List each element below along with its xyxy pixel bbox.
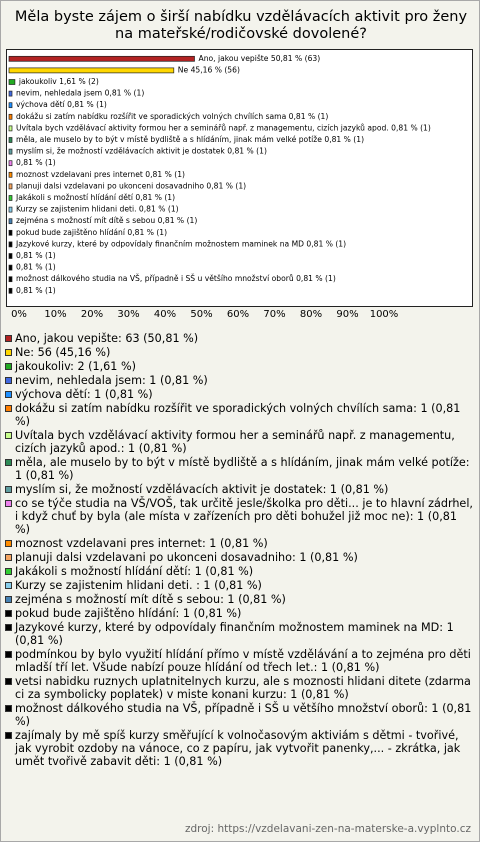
legend-item xyxy=(5,607,475,620)
legend-item xyxy=(5,729,475,768)
legend-item xyxy=(5,483,475,496)
legend-label: Jakákoli s možností hlídání dětí: 1 (0,81 %) xyxy=(15,565,254,578)
legend-label: jakoukoliv: 2 (1,61 %) xyxy=(15,360,136,373)
legend-swatch xyxy=(5,363,12,370)
bar-8 xyxy=(9,149,12,154)
legend-item xyxy=(5,702,475,728)
bar-label-7: měla, ale muselo by to být v místě bydliště a s hlídáním, jinak mám velké potíže 0,81 % (1) xyxy=(16,135,365,144)
bar-label-15: pokud bude zajištěno hlídání 0,81 % (1) xyxy=(16,227,168,237)
bar-label-19: možnost dálkového studia na VŠ, případně i SŠ u většího množství oborů 0,81 % (1) xyxy=(16,274,336,284)
legend-item xyxy=(5,360,475,373)
legend-swatch xyxy=(5,678,12,685)
legend-swatch xyxy=(5,651,12,658)
x-tick-label: 20% xyxy=(80,309,104,320)
legend-item xyxy=(5,388,475,401)
bar-label-9: 0,81 % (1) xyxy=(16,158,56,168)
bar-label-13: Kurzy se zajistenim hlidani deti. 0,81 % (1) xyxy=(16,204,179,214)
legend-item xyxy=(5,456,475,482)
legend-label: Kurzy se zajistenim hlidani deti. : 1 (0,81 %) xyxy=(15,579,262,592)
bar-7 xyxy=(9,138,12,143)
bar-3 xyxy=(9,91,12,96)
legend-item xyxy=(5,374,475,387)
bar-label-6: Uvítala bych vzdělávací aktivity formou her a seminářů např. z managementu, cizích jazyků apod. 0,81 % (1) xyxy=(16,123,431,133)
bar-19 xyxy=(9,277,12,282)
x-tick-label: 60% xyxy=(226,309,250,320)
legend-item xyxy=(5,429,475,455)
bar-5 xyxy=(9,114,12,119)
bar-16 xyxy=(9,242,12,247)
legend-label: dokážu si zatím nabídku rozšířit ve sporadických volných chvílích sama: 1 (0,81 %) xyxy=(15,402,461,428)
legend-item xyxy=(5,675,475,701)
bar-11 xyxy=(9,184,12,189)
legend-label: zajímaly by mě spíš kurzy směřující k volnočasovým aktiviám s dětmi - tvořivé, jak vyrobit ozdoby na vánoce, co z papíru, jak vytvořit panenky,... - zkrátka, jak umět tvořivě zabavit děti: 1 (0,81 %) xyxy=(15,729,461,768)
chart-title: Měla byste zájem o širší nabídku vzdělávacích aktivit pro ženy na mateřské/rodičovské dovolené? xyxy=(14,9,468,42)
legend-label: Uvítala bych vzdělávací aktivity formou her a seminářů např. z managementu, cizích jazyků apod.: 1 (0,81 %) xyxy=(15,429,455,455)
legend-label: zejména s možností mít dítě s sebou: 1 (0,81 %) xyxy=(15,593,286,606)
legend-label: Jazykové kurzy, které by odpovídaly finančním možnostem maminek na MD: 1 (0,81 %) xyxy=(15,621,454,647)
legend-label: nevim, nehledala jsem: 1 (0,81 %) xyxy=(15,374,208,387)
x-tick-label: 10% xyxy=(44,309,67,320)
bar-20 xyxy=(9,288,12,293)
legend-label: moznost vzdelavani pres internet: 1 (0,81 %) xyxy=(15,537,268,550)
legend-item xyxy=(5,579,475,592)
legend-item xyxy=(5,537,475,550)
legend-item xyxy=(5,621,475,647)
legend xyxy=(5,332,475,769)
legend-swatch xyxy=(5,335,12,342)
legend-swatch xyxy=(5,349,12,356)
legend-label: pokud bude zajištěno hlídání: 1 (0,81 %) xyxy=(15,607,242,620)
bar-15 xyxy=(9,230,12,235)
legend-swatch xyxy=(5,568,12,575)
legend-swatch xyxy=(5,432,12,439)
legend-item xyxy=(5,402,475,428)
legend-swatch xyxy=(5,554,12,561)
bar-10 xyxy=(9,172,12,177)
bar-label-10: moznost vzdelavani pres internet 0,81 % (1) xyxy=(16,169,186,179)
bar-14 xyxy=(9,219,12,224)
bar-label-20: 0,81 % (1) xyxy=(16,285,56,295)
legend-item xyxy=(5,551,475,564)
legend-swatch xyxy=(5,540,12,547)
legend-swatch xyxy=(5,624,12,631)
bar-label-14: zejména s možností mít dítě s sebou 0,81 % (1) xyxy=(16,216,198,226)
legend-swatch xyxy=(5,732,12,739)
bar-18 xyxy=(9,265,12,270)
bar-6 xyxy=(9,126,12,131)
legend-item xyxy=(5,648,475,674)
source-credit: zdroj: https://vzdelavani-zen-na-materske-a.vyplnto.cz xyxy=(184,823,471,835)
bar-label-5: dokážu si zatím nabídku rozšířit ve sporadických volných chvílích sama 0,81 % (1) xyxy=(16,111,329,121)
bar-4 xyxy=(9,103,12,108)
bar-17 xyxy=(9,254,12,259)
legend-label: Ano, jakou vepište: 63 (50,81 %) xyxy=(15,332,199,345)
legend-swatch xyxy=(5,486,12,493)
bar-label-17: 0,81 % (1) xyxy=(16,251,56,260)
legend-label: podmínkou by bylo využití hlídání přímo v místě vzdělávání a to zejména pro děti mladší tří let. Všude nabízí pouze hlídání od třech let.: 1 (0,81 %) xyxy=(15,648,471,674)
bar-12 xyxy=(9,196,12,201)
legend-label: výchova dětí: 1 (0,81 %) xyxy=(15,388,153,401)
x-axis xyxy=(1,309,480,323)
legend-label: možnost dálkového studia na VŠ, případně i SŠ u většího množství oborů: 1 (0,81 %) xyxy=(15,702,472,728)
legend-label: myslím si, že možností vzdělávacích aktivit je dostatek: 1 (0,81 %) xyxy=(15,483,389,496)
legend-item xyxy=(5,593,475,606)
bar-9 xyxy=(9,161,12,166)
bar-label-18: 0,81 % (1) xyxy=(16,262,56,272)
plot-area xyxy=(6,49,473,307)
x-tick-label: 40% xyxy=(153,309,177,320)
legend-label: co se týče studia na VŠ/VOŠ, tak určitě jesle/školka pro děti... je to hlavní zádrhel, i když chuť by byla (ale místa v zařízeních pro děti bohužel již moc ne): 1 (0,81 %) xyxy=(15,497,473,536)
x-tick-label: 90% xyxy=(336,309,359,320)
legend-swatch xyxy=(5,459,12,466)
bar-label-8: myslím si, že možností vzdělávacích aktivit je dostatek 0,81 % (1) xyxy=(16,146,267,156)
legend-label: Ne: 56 (45,16 %) xyxy=(15,346,111,359)
legend-swatch xyxy=(5,596,12,603)
bar-label-2: jakoukoliv 1,61 % (2) xyxy=(18,77,99,86)
bar-13 xyxy=(9,207,12,212)
bar-label-3: nevim, nehledala jsem 0,81 % (1) xyxy=(16,88,145,98)
bar-label-16: Jazykové kurzy, které by odpovídaly finančním možnostem maminek na MD 0,81 % (1) xyxy=(16,239,347,249)
legend-swatch xyxy=(5,377,12,384)
bar-label-1: Ne 45,16 % (56) xyxy=(177,65,240,75)
bar-label-0: Ano, jakou vepište 50,81 % (63) xyxy=(198,53,321,63)
x-tick-label: 70% xyxy=(263,309,286,320)
legend-swatch xyxy=(5,500,12,507)
bars-svg xyxy=(7,50,472,306)
bar-label-11: planuji dalsi vzdelavani po ukonceni dosavadniho 0,81 % (1) xyxy=(16,181,247,191)
legend-swatch xyxy=(5,610,12,617)
legend-label: měla, ale muselo by to být v místě bydliště a s hlídáním, jinak mám velké potíže: 1 (0,81 %) xyxy=(15,456,470,482)
x-tick-label: 30% xyxy=(117,309,140,320)
legend-swatch xyxy=(5,705,12,712)
x-tick-label: 0% xyxy=(11,309,27,320)
x-tick-label: 50% xyxy=(190,309,213,320)
legend-item xyxy=(5,497,475,536)
legend-item xyxy=(5,346,475,359)
bar-2 xyxy=(9,80,15,85)
legend-label: planuji dalsi vzdelavani po ukonceni dosavadniho: 1 (0,81 %) xyxy=(15,551,358,564)
bar-label-12: Jakákoli s možností hlídání dětí 0,81 % (1) xyxy=(16,193,176,202)
legend-swatch xyxy=(5,391,12,398)
bar-0 xyxy=(9,56,195,61)
x-tick-label: 80% xyxy=(299,309,323,320)
legend-item xyxy=(5,332,475,345)
bar-1 xyxy=(9,68,174,73)
legend-swatch xyxy=(5,405,12,412)
legend-label: vetsi nabidku ruznych uplatnitelnych kurzu, ale s moznosti hlidani ditete (zdarma ci za symbolicky poplatek) v miste konani kurzu: 1 (0,81 %) xyxy=(15,675,471,701)
legend-item xyxy=(5,565,475,578)
legend-swatch xyxy=(5,582,12,589)
x-tick-label: 100% xyxy=(369,309,399,320)
bar-label-4: výchova dětí 0,81 % (1) xyxy=(16,100,107,110)
